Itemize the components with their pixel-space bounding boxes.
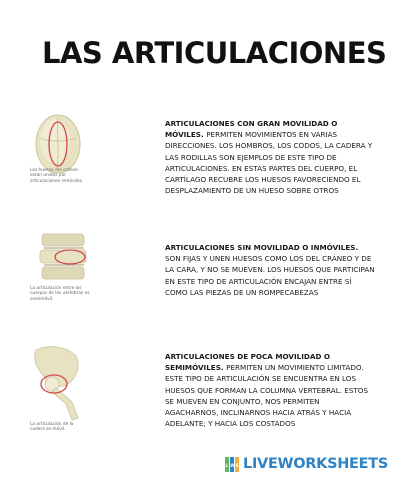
section-inmoviles: [165, 242, 375, 298]
liveworksheets-logo[interactable]: [225, 455, 388, 473]
svg-text:W: W: [230, 462, 235, 468]
hip-caption: La articulación de la cadera es móvil.: [30, 422, 74, 433]
liveworksheets-logo-icon: [225, 457, 240, 472]
section-body: PERMITEN MOVIMIENTOS EN VARIAS DIRECCIONES. LOS HOMBROS, LOS CODOS, LA CADERA Y LAS RODILLAS SON EJEMPLOS DE ESTE TIPO DE ARTICULACIONES. EN ESTAS PARTES DEL CUERPO, EL CARTÍLAGO RECUBRE LOS HUESOS FAVORECIENDO EL DESPLAZAMIENTO DE UN HUESO SOBRE OTROS: [165, 130, 373, 196]
logo-text: LIVEWORKSHEETS: [243, 456, 389, 472]
spine-caption: La articulación entre los cuerpos de las vértebras es semimóvil.: [30, 286, 90, 302]
section-heading: ARTICULACIONES SIN MOVILIDAD O INMÓVILES.: [165, 243, 359, 252]
svg-text:S: S: [235, 462, 239, 468]
svg-text:L: L: [225, 462, 229, 468]
section-body: SON FIJAS Y UNEN HUESOS COMO LOS DEL CRÁNEO Y DE LA CARA, Y NO SE MUEVEN. LOS HUESOS QUE PARTICIPAN EN ESTE TIPO DE ARTICULACIÓN ENCAJAN ENTRE SÍ COMO LAS PIEZAS DE UN ROMPECABEZAS: [165, 254, 375, 297]
section-semimoviles: [165, 351, 375, 429]
hip-figure: [26, 342, 88, 434]
spine-figure: [30, 230, 96, 312]
section-heading: ARTICULACIONES DE POCA MOVILIDAD O SEMIMÓVILES.: [165, 352, 331, 373]
section-heading: ARTICULACIONES CON GRAN MOVILIDAD O MÓVILES.: [165, 119, 338, 140]
section-body: PERMITEN UN MOVIMIENTO LIMITADO. ESTE TIPO DE ARTICULACIÓN SE ENCUENTRA EN LOS HUESOS QUE FORMAN LA COLUMNA VERTEBRAL. ESTOS SE MUEVEN EN CONJUNTO, NOS PERMITEN AGACHARNOS, INCLINARNOS HACIA ATRÁS Y HACIA ADELANTE; Y HACIA LOS COSTADOS: [165, 363, 369, 429]
skull-figure: [26, 108, 86, 188]
section-moviles: [165, 118, 373, 196]
skull-caption: Los huesos del cráneo están unidos por articulaciones inmóviles.: [30, 168, 84, 184]
page-title: LAS ARTICULACIONES: [42, 36, 387, 70]
